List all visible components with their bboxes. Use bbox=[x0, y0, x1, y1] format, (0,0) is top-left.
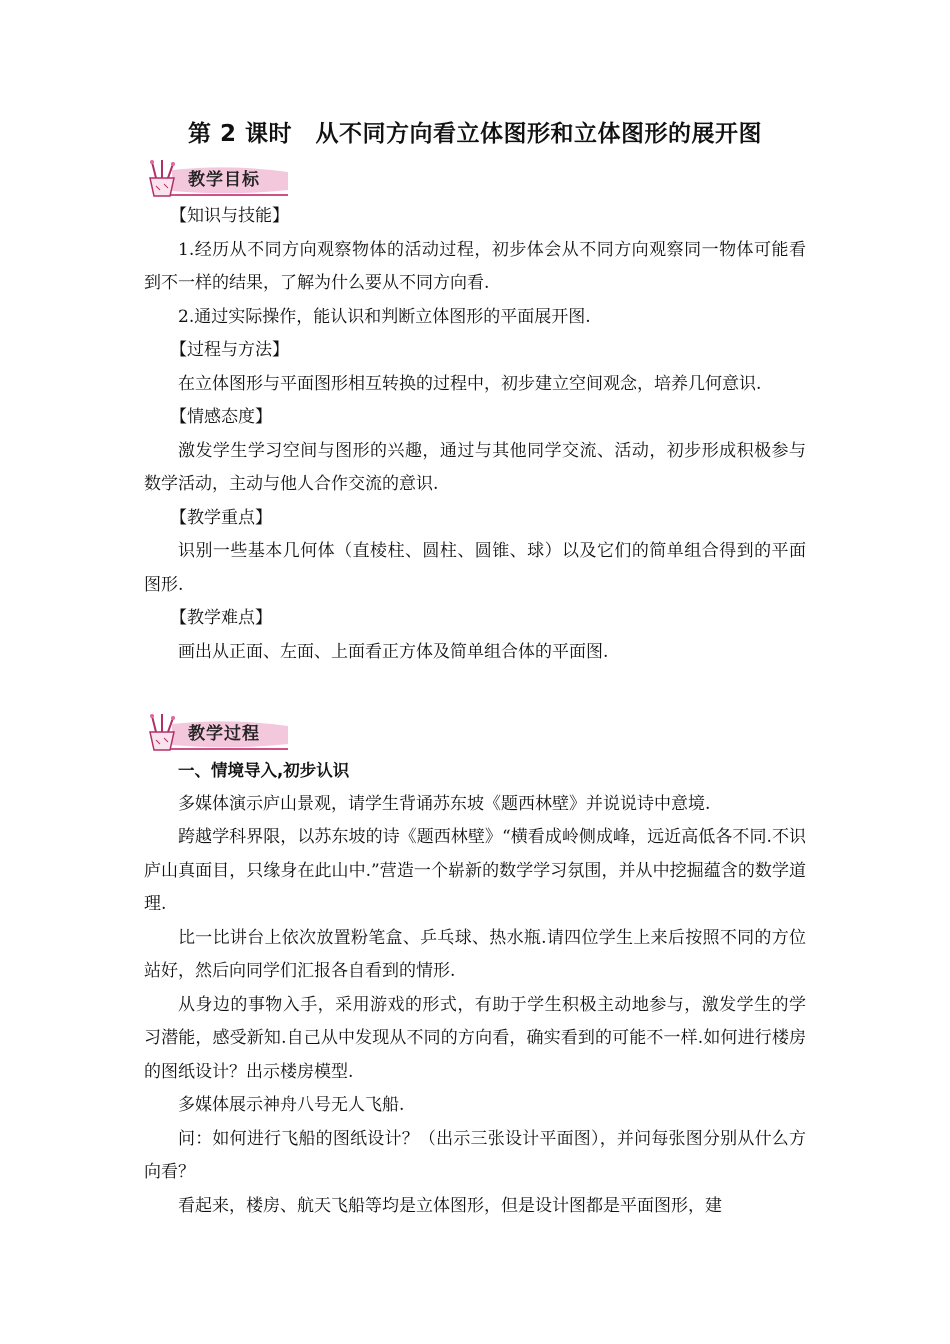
process-paragraph: 多媒体演示庐山景观，请学生背诵苏东坡《题西林壁》并说说诗中意境. bbox=[178, 793, 711, 814]
process-paragraph: 看起来，楼房、航天飞船等均是立体图形，但是设计图都是平面图形，建 bbox=[178, 1195, 722, 1216]
section-banner-goals bbox=[142, 158, 292, 200]
knowledge-tag: 【知识与技能】 bbox=[170, 206, 289, 226]
knowledge-item-1: 1.经历从不同方向观察物体的活动过程，初步体会从不同方向观察同一物体可能看到不一样的结果，了解为什么要从不同方向看. bbox=[144, 239, 806, 293]
process-paragraph: 跨越学科界限，以苏东坡的诗《题西林壁》“横看成岭侧成峰，远近高低各不同.不识庐山真面目，只缘身在此山中.”营造一个崭新的数学学习氛围，并从中挖掘蕴含的数学道理. bbox=[144, 827, 806, 914]
lesson-title: 第 2 课时 从不同方向看立体图形和立体图形的展开图 bbox=[187, 121, 763, 147]
process-content bbox=[144, 754, 806, 1223]
emotion-text: 激发学生学习空间与图形的兴趣，通过与其他同学交流、活动，初步形成积极参与数学活动，主动与他人合作交流的意识. bbox=[144, 440, 806, 494]
process-paragraph: 问：如何进行飞船的图纸设计？（出示三张设计平面图），并问每张图分别从什么方向看？ bbox=[144, 1128, 806, 1182]
key-point-tag: 【教学重点】 bbox=[170, 507, 272, 528]
pencil-cup-icon bbox=[142, 158, 182, 200]
section-label-goals: 教学目标 bbox=[188, 170, 260, 190]
emotion-tag: 【情感态度】 bbox=[170, 407, 272, 427]
section-label-process: 教学过程 bbox=[188, 724, 260, 744]
difficulty-tag: 【教学难点】 bbox=[170, 608, 272, 628]
process-paragraph: 多媒体展示神舟八号无人飞船. bbox=[178, 1095, 405, 1115]
process-heading-1: 一、情境导入,初步认识 bbox=[178, 761, 350, 780]
process-paragraph: 从身边的事物入手，采用游戏的形式，有助于学生积极主动地参与，激发学生的学习潜能，感受新知.自己从中发现从不同的方向看，确实看到的可能不一样.如何进行楼房的图纸设计？出示楼房模型. bbox=[144, 994, 806, 1082]
process-text: 在立体图形与平面图形相互转换的过程中，初步建立空间观念，培养几何意识. bbox=[178, 373, 762, 394]
section-banner-process bbox=[142, 712, 292, 754]
process-tag: 【过程与方法】 bbox=[170, 340, 289, 360]
pencil-cup-icon bbox=[142, 712, 182, 754]
process-paragraph: 比一比讲台上依次放置粉笔盒、乒乓球、热水瓶.请四位学生上来后按照不同的方位站好，然后向同学们汇报各自看到的情形. bbox=[144, 927, 806, 981]
knowledge-item-2: 2.通过实际操作，能认识和判断立体图形的平面展开图. bbox=[178, 306, 591, 327]
key-point-text: 识别一些基本几何体（直棱柱、圆柱、圆锥、球）以及它们的简单组合得到的平面图形. bbox=[144, 541, 806, 595]
difficulty-text: 画出从正面、左面、上面看正方体及简单组合体的平面图. bbox=[178, 641, 609, 662]
goals-content bbox=[144, 200, 806, 669]
